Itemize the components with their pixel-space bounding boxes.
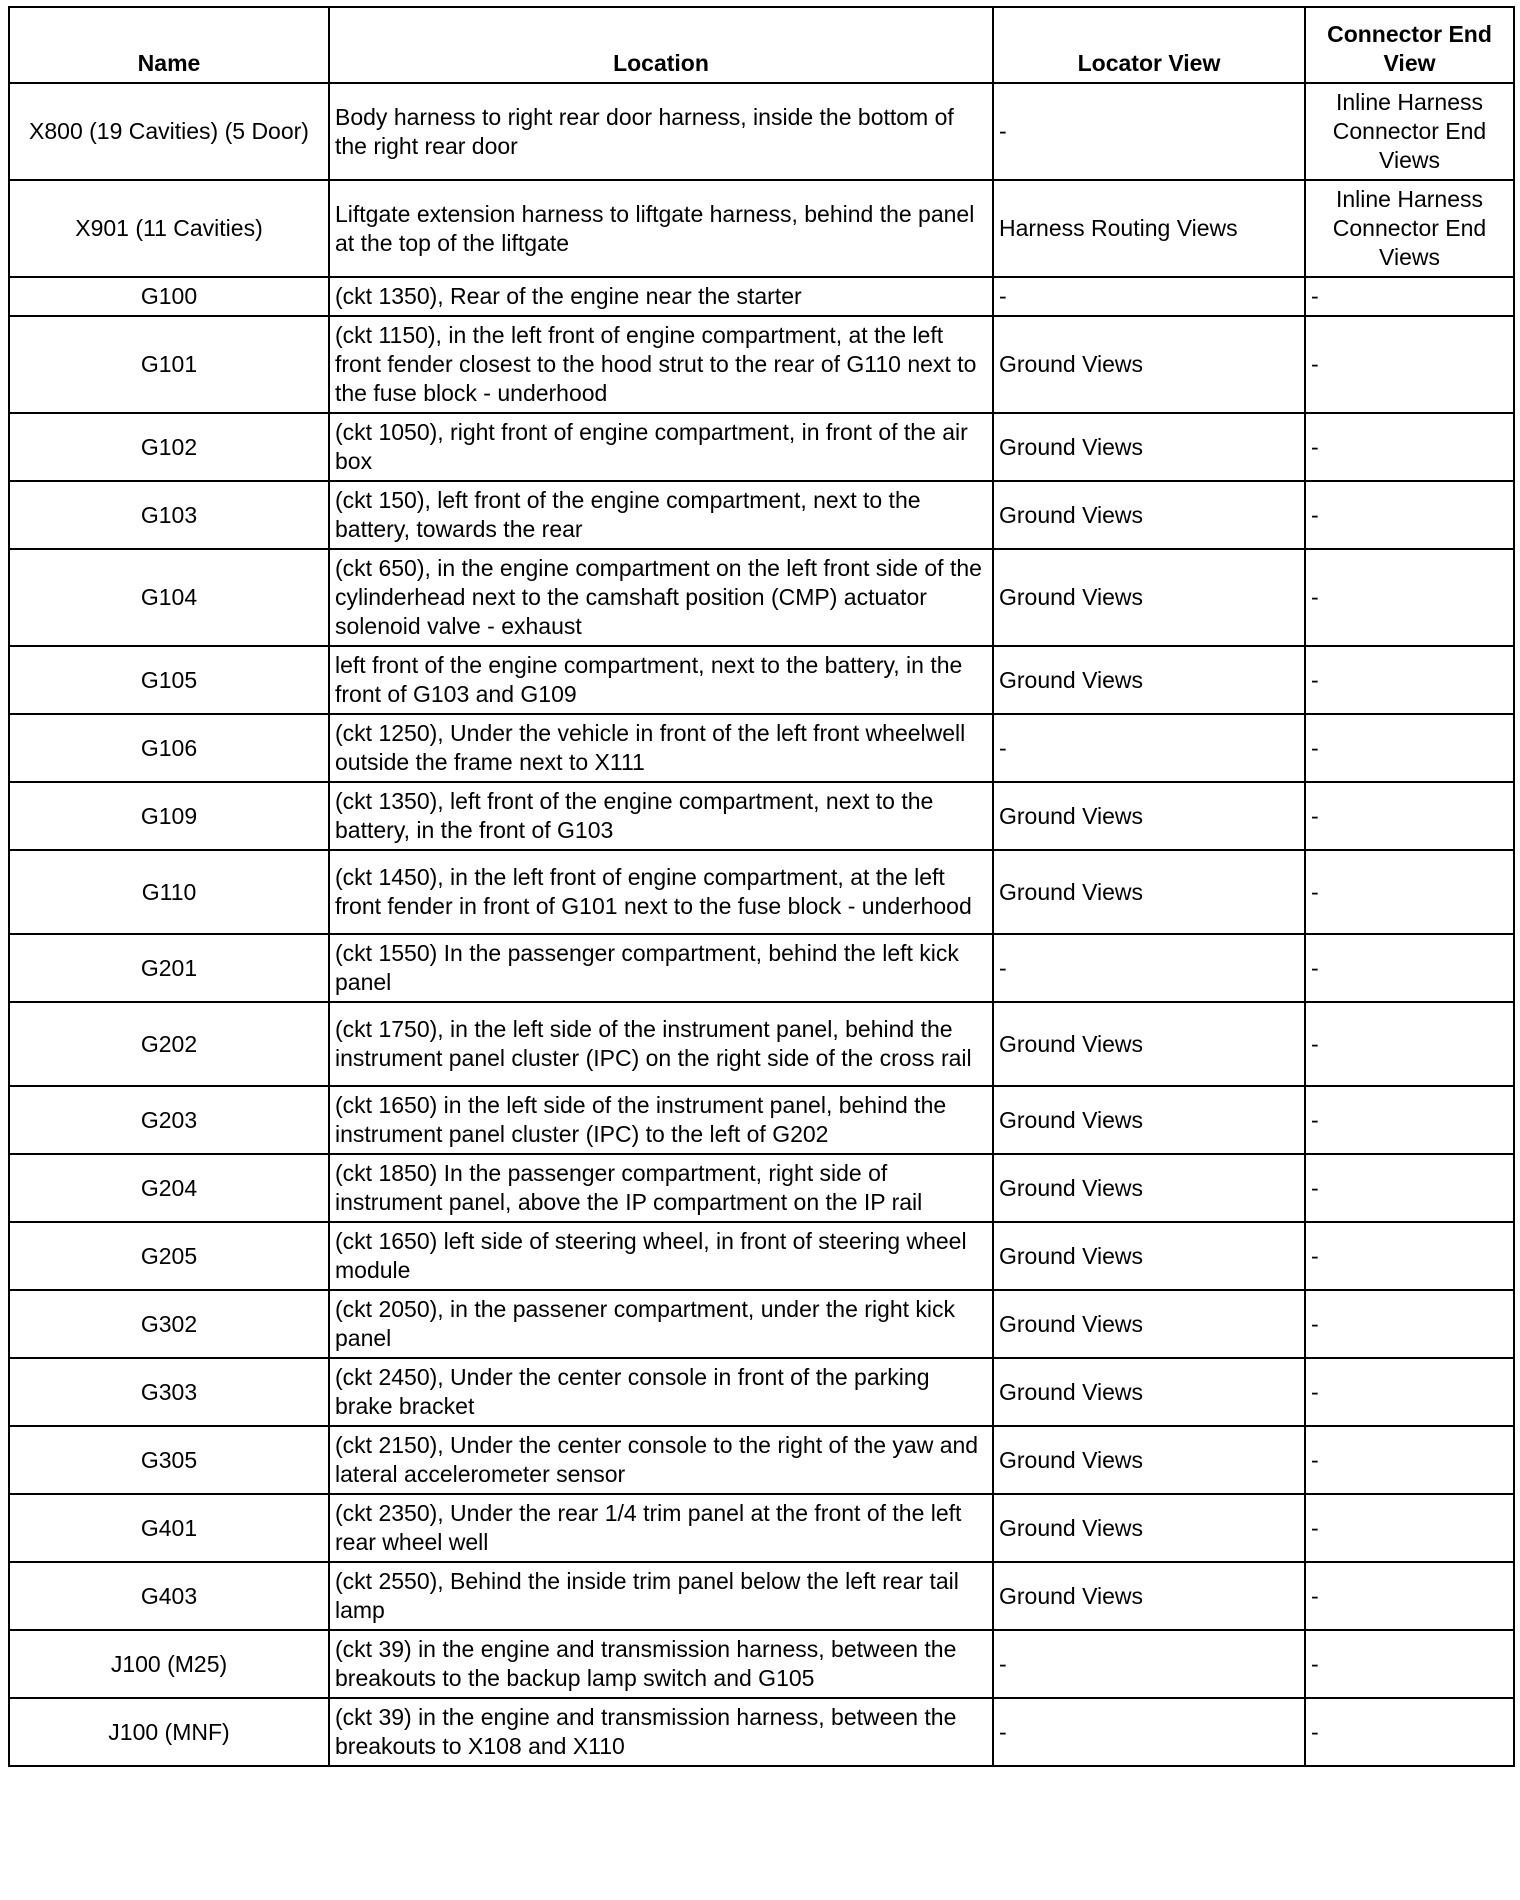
table-row xyxy=(9,83,1514,180)
cell-location: (ckt 650), in the engine compartment on the left front side of the cylinderhead next to the camshaft position (CMP) actuator solenoid valve - exhaust xyxy=(329,549,993,646)
header-locator-view: Locator View xyxy=(993,7,1305,83)
cell-locator-view: Ground Views xyxy=(993,316,1305,413)
cell-connector-end-view: - xyxy=(1305,1222,1514,1290)
cell-connector-end-view: Inline Harness Connector End Views xyxy=(1305,180,1514,277)
cell-connector-end-view: - xyxy=(1305,714,1514,782)
cell-locator-view: Ground Views xyxy=(993,850,1305,934)
cell-location: (ckt 39) in the engine and transmission harness, between the breakouts to the backup lamp switch and G105 xyxy=(329,1630,993,1698)
cell-locator-view: Ground Views xyxy=(993,1494,1305,1562)
cell-connector-end-view: - xyxy=(1305,782,1514,850)
cell-connector-end-view: - xyxy=(1305,1494,1514,1562)
cell-location: (ckt 150), left front of the engine compartment, next to the battery, towards the rear xyxy=(329,481,993,549)
cell-locator-view: - xyxy=(993,83,1305,180)
cell-name: X901 (11 Cavities) xyxy=(9,180,329,277)
cell-locator-view: Ground Views xyxy=(993,1154,1305,1222)
table-row xyxy=(9,1698,1514,1766)
header-row xyxy=(9,7,1514,83)
cell-locator-view: Ground Views xyxy=(993,1426,1305,1494)
cell-name: G102 xyxy=(9,413,329,481)
cell-locator-view: Ground Views xyxy=(993,646,1305,714)
cell-name: G403 xyxy=(9,1562,329,1630)
table-row xyxy=(9,1002,1514,1086)
cell-locator-view: - xyxy=(993,1698,1305,1766)
table-row xyxy=(9,413,1514,481)
cell-connector-end-view: - xyxy=(1305,1426,1514,1494)
cell-locator-view: - xyxy=(993,277,1305,316)
cell-locator-view: Ground Views xyxy=(993,1086,1305,1154)
cell-locator-view: Ground Views xyxy=(993,413,1305,481)
table-row xyxy=(9,1494,1514,1562)
cell-connector-end-view: - xyxy=(1305,1002,1514,1086)
table-row xyxy=(9,646,1514,714)
cell-location: (ckt 2150), Under the center console to the right of the yaw and lateral accelerometer sensor xyxy=(329,1426,993,1494)
connector-location-table-wrapper xyxy=(8,6,1513,1767)
cell-name: G109 xyxy=(9,782,329,850)
cell-location: (ckt 2350), Under the rear 1/4 trim panel at the front of the left rear wheel well xyxy=(329,1494,993,1562)
cell-connector-end-view: - xyxy=(1305,481,1514,549)
cell-name: G201 xyxy=(9,934,329,1002)
cell-name: G106 xyxy=(9,714,329,782)
table-row xyxy=(9,1222,1514,1290)
cell-name: G203 xyxy=(9,1086,329,1154)
table-row xyxy=(9,1086,1514,1154)
cell-name: G101 xyxy=(9,316,329,413)
cell-locator-view: Ground Views xyxy=(993,1562,1305,1630)
cell-locator-view: - xyxy=(993,934,1305,1002)
table-row xyxy=(9,277,1514,316)
cell-name: G305 xyxy=(9,1426,329,1494)
cell-locator-view: - xyxy=(993,1630,1305,1698)
cell-name: G105 xyxy=(9,646,329,714)
cell-connector-end-view: - xyxy=(1305,1290,1514,1358)
table-row xyxy=(9,180,1514,277)
cell-name: J100 (M25) xyxy=(9,1630,329,1698)
table-row xyxy=(9,1290,1514,1358)
cell-name: G205 xyxy=(9,1222,329,1290)
table-body xyxy=(9,83,1514,1766)
cell-location: Liftgate extension harness to liftgate harness, behind the panel at the top of the liftgate xyxy=(329,180,993,277)
cell-location: (ckt 1350), Rear of the engine near the starter xyxy=(329,277,993,316)
table-row xyxy=(9,1426,1514,1494)
cell-location: (ckt 2050), in the passener compartment, under the right kick panel xyxy=(329,1290,993,1358)
cell-location: (ckt 1550) In the passenger compartment, behind the left kick panel xyxy=(329,934,993,1002)
cell-connector-end-view: - xyxy=(1305,1086,1514,1154)
cell-connector-end-view: - xyxy=(1305,413,1514,481)
cell-locator-view: Ground Views xyxy=(993,481,1305,549)
table-header xyxy=(9,7,1514,83)
cell-name: X800 (19 Cavities) (5 Door) xyxy=(9,83,329,180)
cell-connector-end-view: - xyxy=(1305,1698,1514,1766)
cell-name: G104 xyxy=(9,549,329,646)
cell-locator-view: Ground Views xyxy=(993,1290,1305,1358)
cell-locator-view: - xyxy=(993,714,1305,782)
table-row xyxy=(9,1358,1514,1426)
cell-name: G204 xyxy=(9,1154,329,1222)
cell-connector-end-view: Inline Harness Connector End Views xyxy=(1305,83,1514,180)
cell-location: (ckt 1450), in the left front of engine compartment, at the left front fender in front of G101 next to the fuse block - underhood xyxy=(329,850,993,934)
cell-connector-end-view: - xyxy=(1305,646,1514,714)
cell-name: J100 (MNF) xyxy=(9,1698,329,1766)
cell-name: G303 xyxy=(9,1358,329,1426)
header-name: Name xyxy=(9,7,329,83)
cell-locator-view: Ground Views xyxy=(993,782,1305,850)
cell-location: (ckt 2450), Under the center console in front of the parking brake bracket xyxy=(329,1358,993,1426)
table-row xyxy=(9,316,1514,413)
cell-name: G100 xyxy=(9,277,329,316)
cell-location: (ckt 1050), right front of engine compartment, in front of the air box xyxy=(329,413,993,481)
cell-name: G302 xyxy=(9,1290,329,1358)
cell-locator-view: Ground Views xyxy=(993,1002,1305,1086)
table-row xyxy=(9,1154,1514,1222)
cell-location: (ckt 2550), Behind the inside trim panel below the left rear tail lamp xyxy=(329,1562,993,1630)
cell-connector-end-view: - xyxy=(1305,850,1514,934)
table-row xyxy=(9,1562,1514,1630)
table-row xyxy=(9,549,1514,646)
table-row xyxy=(9,934,1514,1002)
cell-location: left front of the engine compartment, next to the battery, in the front of G103 and G109 xyxy=(329,646,993,714)
cell-connector-end-view: - xyxy=(1305,1154,1514,1222)
cell-location: Body harness to right rear door harness, inside the bottom of the right rear door xyxy=(329,83,993,180)
table-row xyxy=(9,714,1514,782)
connector-location-table xyxy=(8,6,1515,1767)
cell-name: G110 xyxy=(9,850,329,934)
table-row xyxy=(9,850,1514,934)
cell-name: G103 xyxy=(9,481,329,549)
cell-locator-view: Ground Views xyxy=(993,1358,1305,1426)
cell-locator-view: Ground Views xyxy=(993,549,1305,646)
header-connector-end-view: Connector End View xyxy=(1305,7,1514,83)
cell-locator-view: Harness Routing Views xyxy=(993,180,1305,277)
cell-connector-end-view: - xyxy=(1305,1630,1514,1698)
cell-location: (ckt 1750), in the left side of the instrument panel, behind the instrument panel cluster (IPC) on the right side of the cross rail xyxy=(329,1002,993,1086)
header-location: Location xyxy=(329,7,993,83)
table-row xyxy=(9,782,1514,850)
cell-name: G202 xyxy=(9,1002,329,1086)
table-row xyxy=(9,1630,1514,1698)
cell-location: (ckt 1150), in the left front of engine compartment, at the left front fender closest to the hood strut to the rear of G110 next to the fuse block - underhood xyxy=(329,316,993,413)
cell-connector-end-view: - xyxy=(1305,316,1514,413)
table-row xyxy=(9,481,1514,549)
cell-connector-end-view: - xyxy=(1305,549,1514,646)
cell-location: (ckt 1650) left side of steering wheel, in front of steering wheel module xyxy=(329,1222,993,1290)
cell-location: (ckt 1350), left front of the engine compartment, next to the battery, in the front of G103 xyxy=(329,782,993,850)
cell-location: (ckt 1850) In the passenger compartment, right side of instrument panel, above the IP compartment on the IP rail xyxy=(329,1154,993,1222)
cell-connector-end-view: - xyxy=(1305,1358,1514,1426)
cell-connector-end-view: - xyxy=(1305,934,1514,1002)
cell-connector-end-view: - xyxy=(1305,1562,1514,1630)
cell-location: (ckt 1250), Under the vehicle in front of the left front wheelwell outside the frame next to X111 xyxy=(329,714,993,782)
cell-locator-view: Ground Views xyxy=(993,1222,1305,1290)
cell-location: (ckt 39) in the engine and transmission harness, between the breakouts to X108 and X110 xyxy=(329,1698,993,1766)
cell-name: G401 xyxy=(9,1494,329,1562)
cell-connector-end-view: - xyxy=(1305,277,1514,316)
cell-location: (ckt 1650) in the left side of the instrument panel, behind the instrument panel cluster (IPC) to the left of G202 xyxy=(329,1086,993,1154)
